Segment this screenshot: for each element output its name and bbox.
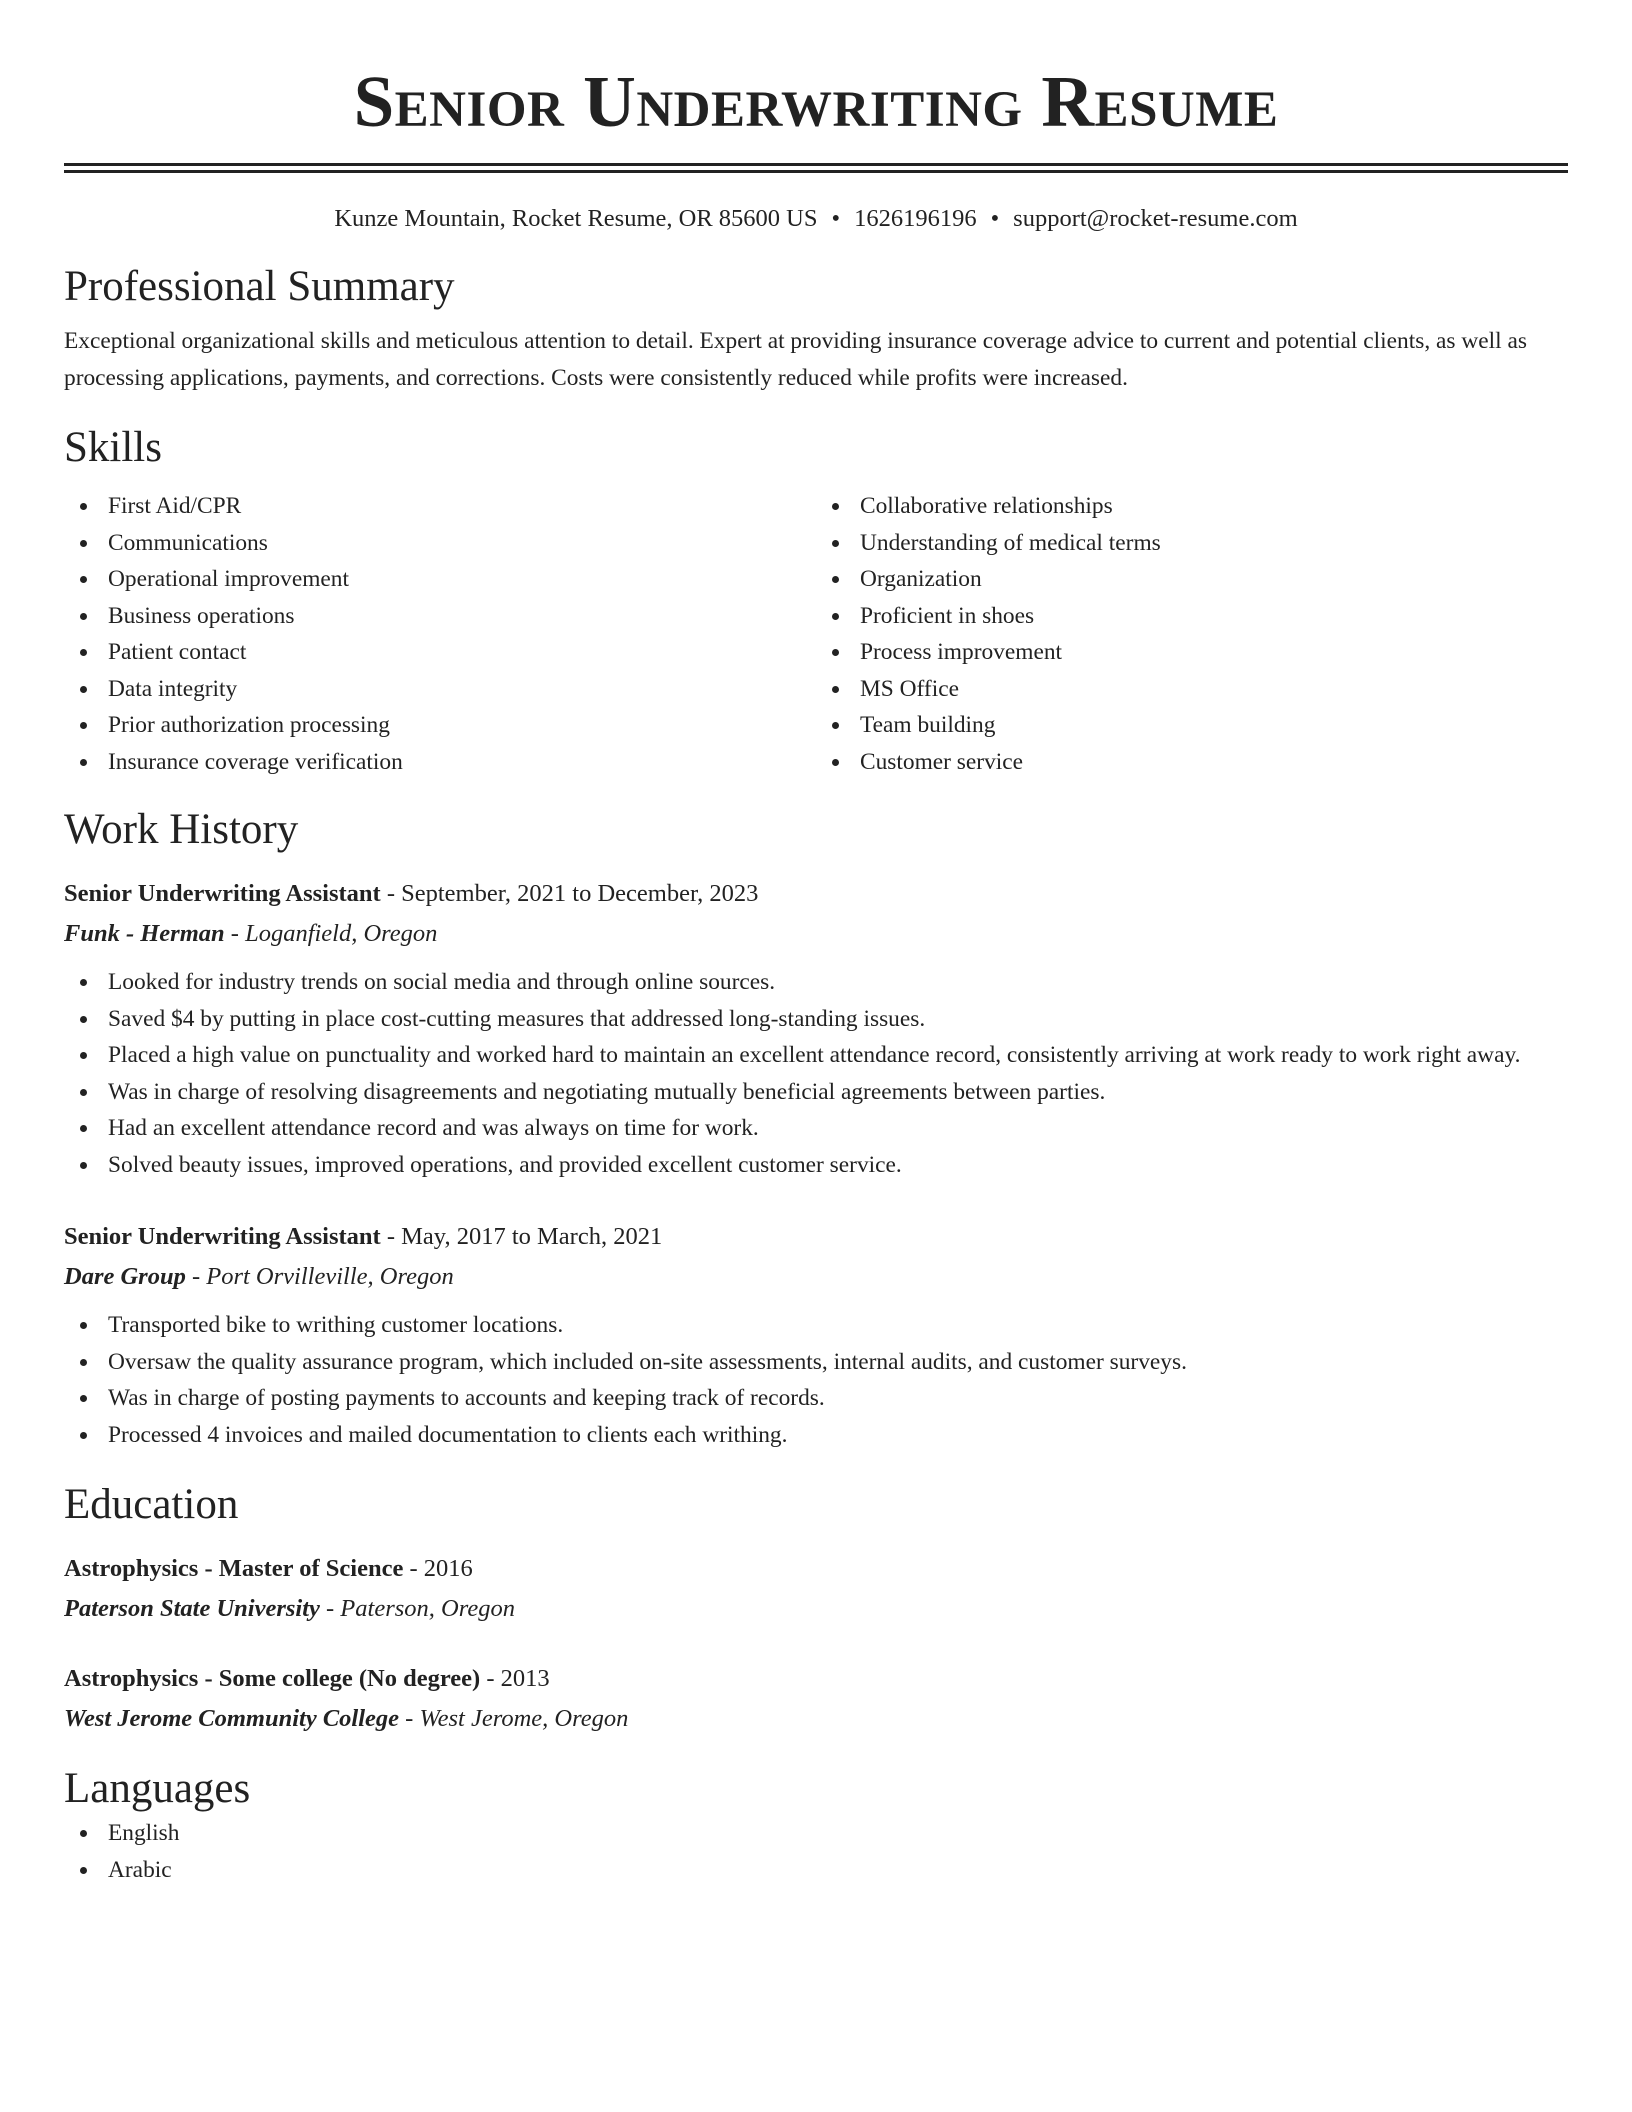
job-title: Senior Underwriting Assistant	[64, 880, 381, 907]
education-school: West Jerome Community College	[64, 1705, 400, 1732]
job-dates: - May, 2017 to March, 2021	[380, 1223, 663, 1250]
job-company: Funk - Herman	[64, 920, 225, 947]
resume-title: Senior Underwriting Resume	[353, 61, 1279, 142]
job-company-line	[64, 914, 1568, 954]
job-dates: - September, 2021 to December, 2023	[380, 880, 759, 907]
contact-address: Kunze Mountain, Rocket Resume, OR 85600 US	[334, 205, 818, 232]
job-entry	[64, 1217, 1568, 1453]
job-duty: Oversaw the quality assurance program, which included on-site assessments, internal audits, and customer surveys.	[64, 1344, 1568, 1381]
skills-right-list	[816, 488, 1568, 780]
job-duty: Looked for industry trends on social media and through online sources.	[64, 964, 1568, 1001]
language-item: Arabic	[64, 1852, 1568, 1889]
skill-item: Understanding of medical terms	[816, 525, 1568, 562]
skill-item: MS Office	[816, 671, 1568, 708]
summary-text: Exceptional organizational skills and meticulous attention to detail. Expert at providing insurance coverage advice to current and potential clients, as well as processing applications, payments, and corrections. Costs were consistently reduced while profits were increased.	[64, 328, 1527, 391]
title-double-rule	[64, 163, 1568, 173]
job-duties-list	[64, 1307, 1568, 1453]
job-duty: Saved $4 by putting in place cost-cutting measures that addressed long-standing issues.	[64, 1001, 1568, 1038]
education-degree: Astrophysics - Master of Science	[64, 1555, 404, 1582]
education-degree: Astrophysics - Some college (No degree)	[64, 1665, 481, 1692]
job-duty: Processed 4 invoices and mailed documentation to clients each writhing.	[64, 1417, 1568, 1454]
skills-heading: Skills	[64, 424, 162, 471]
education-school-line	[64, 1699, 1568, 1739]
job-duty: Placed a high value on punctuality and worked hard to maintain an excellent attendance record, consistently arriving at work ready to work right away.	[64, 1037, 1568, 1074]
skill-item: Patient contact	[64, 634, 816, 671]
contact-separator: •	[831, 205, 841, 232]
skill-item: Collaborative relationships	[816, 488, 1568, 525]
education-location: - West Jerome, Oregon	[399, 1705, 629, 1732]
skill-item: Process improvement	[816, 634, 1568, 671]
job-duties-list	[64, 964, 1568, 1183]
skills-left-list	[64, 488, 816, 780]
education-degree-line	[64, 1549, 1568, 1589]
skill-item: Customer service	[816, 744, 1568, 781]
skill-item: Team building	[816, 707, 1568, 744]
job-header	[64, 874, 1568, 914]
education-degree-line	[64, 1659, 1568, 1699]
skill-item: Business operations	[64, 598, 816, 635]
job-location: - Port Orvilleville, Oregon	[185, 1263, 454, 1290]
job-duty: Had an excellent attendance record and was always on time for work.	[64, 1110, 1568, 1147]
skill-item: Prior authorization processing	[64, 707, 816, 744]
job-header	[64, 1217, 1568, 1257]
contact-phone: 1626196196	[854, 205, 977, 232]
skill-item: Organization	[816, 561, 1568, 598]
languages-list	[64, 1815, 1568, 1888]
job-company-line	[64, 1257, 1568, 1297]
skill-item: Data integrity	[64, 671, 816, 708]
job-title: Senior Underwriting Assistant	[64, 1223, 381, 1250]
skill-item: Proficient in shoes	[816, 598, 1568, 635]
education-entry	[64, 1659, 1568, 1739]
language-item: English	[64, 1815, 1568, 1852]
job-location: - Loganfield, Oregon	[224, 920, 438, 947]
job-duty: Solved beauty issues, improved operations, and provided excellent customer service.	[64, 1147, 1568, 1184]
skills-columns	[64, 488, 1568, 780]
skill-item: Insurance coverage verification	[64, 744, 816, 781]
education-school: Paterson State University	[64, 1595, 320, 1622]
education-school-line	[64, 1589, 1568, 1629]
summary-heading: Professional Summary	[64, 263, 455, 310]
work-history-heading: Work History	[64, 806, 299, 853]
skill-item: Communications	[64, 525, 816, 562]
education-location: - Paterson, Oregon	[319, 1595, 515, 1622]
skill-item: Operational improvement	[64, 561, 816, 598]
education-heading: Education	[64, 1481, 239, 1528]
skill-item: First Aid/CPR	[64, 488, 816, 525]
job-duty: Was in charge of resolving disagreements and negotiating mutually beneficial agreements between parties.	[64, 1074, 1568, 1111]
education-year: - 2013	[480, 1665, 550, 1692]
contact-line	[64, 203, 1568, 235]
contact-separator: •	[990, 205, 1000, 232]
job-company: Dare Group	[64, 1263, 186, 1290]
education-year: - 2016	[403, 1555, 473, 1582]
education-entry	[64, 1549, 1568, 1629]
contact-email: support@rocket-resume.com	[1013, 205, 1298, 232]
job-entry	[64, 874, 1568, 1183]
job-duty: Transported bike to writhing customer locations.	[64, 1307, 1568, 1344]
languages-heading: Languages	[64, 1765, 251, 1812]
job-duty: Was in charge of posting payments to accounts and keeping track of records.	[64, 1380, 1568, 1417]
